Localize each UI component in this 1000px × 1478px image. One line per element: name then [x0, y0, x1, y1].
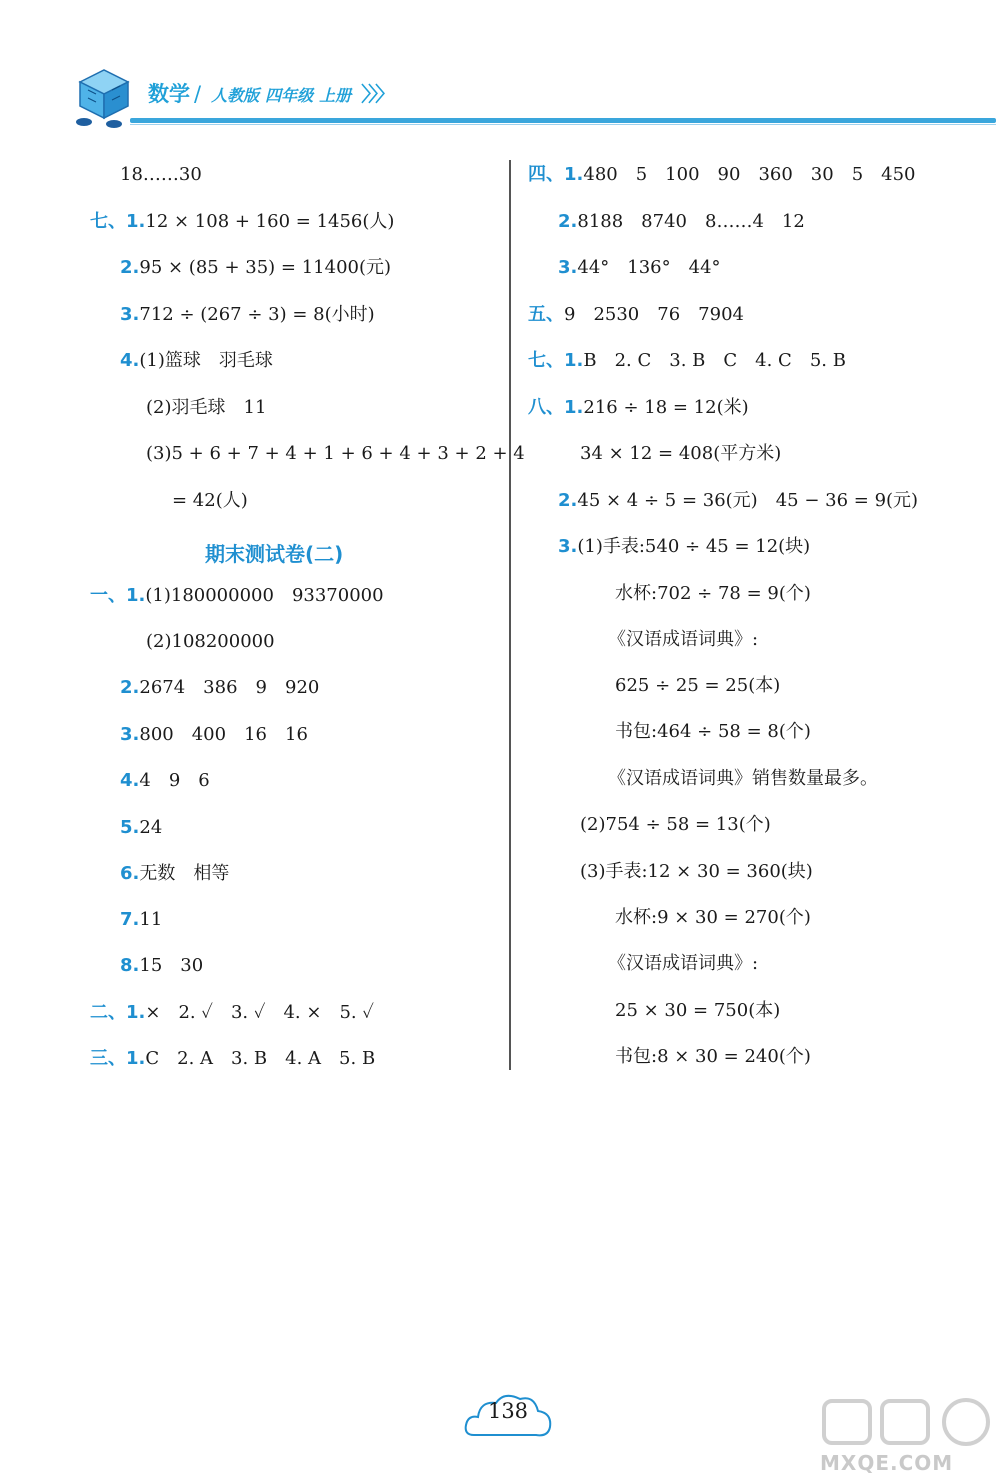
answer-line: 八、1.216 ÷ 18 = 12(米) — [528, 397, 749, 418]
answer-line: 2.8188 8740 8……4 12 — [558, 211, 805, 232]
answer-line: (3)5 + 6 + 7 + 4 + 1 + 6 + 4 + 3 + 2 + 4 — [146, 443, 525, 464]
answer-line: 《汉语成语词典》: — [608, 953, 759, 974]
edition-label: 人教版 — [211, 86, 260, 105]
answer-line: 水杯:702 ÷ 78 = 9(个) — [615, 583, 811, 604]
answer-line: (2)108200000 — [146, 631, 275, 652]
watermark — [820, 1395, 995, 1475]
answer-line: 书包:8 × 30 = 240(个) — [615, 1046, 811, 1067]
section-heading: 期末测试卷(二) — [205, 542, 344, 566]
answer-line: 3.(1)手表:540 ÷ 45 = 12(块) — [558, 536, 811, 557]
answer-line: 8.15 30 — [120, 955, 204, 976]
header-rule-thin — [130, 124, 996, 125]
watermark-logo-icon — [820, 1395, 995, 1450]
answer-line: 3.44° 136° 44° — [558, 257, 721, 278]
answer-line: 书包:464 ÷ 58 = 8(个) — [615, 721, 811, 742]
answer-line: 《汉语成语词典》: — [608, 629, 759, 650]
page-number: 138 — [487, 1399, 529, 1423]
answer-line: = 42(人) — [172, 490, 248, 511]
answer-line: 6.无数 相等 — [120, 863, 230, 884]
answer-line: 2.95 × (85 + 35) = 11400(元) — [120, 257, 392, 278]
answer-line: 5.24 — [120, 817, 163, 838]
answer-line: 625 ÷ 25 = 25(本) — [615, 675, 781, 696]
answer-line: 水杯:9 × 30 = 270(个) — [615, 907, 811, 928]
answer-line: 3.800 400 16 16 — [120, 724, 308, 745]
subject-label: 数学 — [148, 82, 190, 106]
answer-line: 18……30 — [120, 164, 202, 185]
answer-line: 《汉语成语词典》销售数量最多。 — [608, 768, 878, 789]
answer-line: 2.2674 386 9 920 — [120, 677, 320, 698]
column-divider — [509, 160, 511, 1070]
answer-line: 2.45 × 4 ÷ 5 = 36(元) 45 − 36 = 9(元) — [558, 490, 919, 511]
header-title: 数学 / 人教版 四年级 上册 〉〉〉 — [148, 82, 393, 106]
volume-label: 上册 — [319, 86, 352, 105]
answer-line: 4.(1)篮球 羽毛球 — [120, 350, 273, 371]
answer-line: 七、1.B 2. C 3. B C 4. C 5. B — [528, 350, 846, 371]
answer-line: (2)754 ÷ 58 = 13(个) — [580, 814, 771, 835]
chevrons-icon: 〉〉〉 — [361, 82, 393, 106]
answer-line: 3.712 ÷ (267 ÷ 3) = 8(小时) — [120, 304, 375, 325]
answer-line: 25 × 30 = 750(本) — [615, 1000, 781, 1021]
answer-line: 七、1.12 × 108 + 160 = 1456(人) — [90, 211, 395, 232]
answer-line: 三、1.C 2. A 3. B 4. A 5. B — [90, 1048, 376, 1069]
answer-line: 7.11 — [120, 909, 163, 930]
answer-line: 34 × 12 = 408(平方米) — [580, 443, 782, 464]
answer-line: 4.4 9 6 — [120, 770, 210, 791]
grade-label: 四年级 — [265, 86, 314, 105]
answer-line: 四、1.480 5 100 90 360 30 5 450 — [528, 164, 916, 185]
answer-line: (3)手表:12 × 30 = 360(块) — [580, 861, 813, 882]
answer-line: (2)羽毛球 11 — [146, 397, 267, 418]
page-number-badge — [462, 1385, 554, 1445]
answer-line: 一、1.(1)180000000 93370000 — [90, 585, 384, 606]
watermark-text: MXQE.COM — [820, 1451, 954, 1475]
page-header — [70, 60, 930, 130]
answer-line: 五、9 2530 76 7904 — [528, 304, 744, 325]
header-rule — [130, 118, 996, 123]
answer-line: 二、1.× 2. ✓ 3. ✓ 4. × 5. ✓ — [90, 1002, 374, 1023]
